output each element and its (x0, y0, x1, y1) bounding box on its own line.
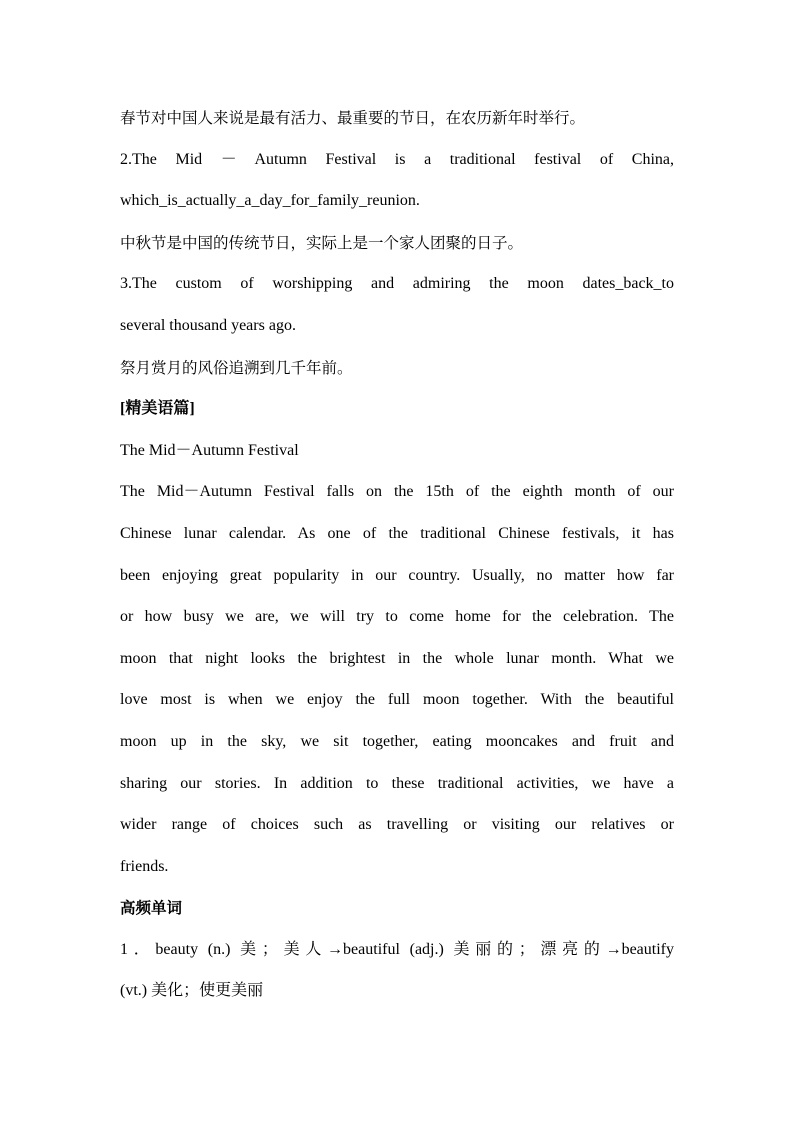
essay-paragraph-line: Chinese lunar calendar. As one of the traditional Chinese festivals, it has (120, 524, 674, 542)
essay-paragraph-line: or how busy we are, we will try to come home for the celebration. The (120, 608, 674, 626)
section-heading-vocabulary: 高频单词 (120, 899, 183, 918)
vocabulary-entry-beauty: 1．beauty (n.) 美；美人→beautiful (adj.) 美丽的；漂亮的→beautify (120, 940, 674, 958)
section-heading-essay: [精美语篇] (120, 400, 195, 418)
document-body (120, 101, 674, 1016)
essay-paragraph-line: moon up in the sky, we sit together, eating mooncakes and fruit and (120, 732, 674, 750)
essay-paragraph-last-line: friends. (120, 857, 169, 875)
essay-paragraph-line: been enjoying great popularity in our country. Usually, no matter how far (120, 566, 674, 584)
essay-title: The Mid－Autumn Festival (120, 441, 299, 459)
essay-paragraph-line: wider range of choices such as travelling or visiting our relatives or (120, 816, 674, 834)
vocabulary-entry-beauty-continued: (vt.) 美化；使更美丽 (120, 982, 264, 1000)
chinese-translation-spring-festival: 春节对中国人来说是最有活力、最重要的节日，在农历新年时举行。 (120, 109, 586, 127)
chinese-translation-mid-autumn: 中秋节是中国的传统节日，实际上是一个家人团聚的日子。 (120, 233, 524, 252)
example-sentence-2-continued: which_is_actually_a_day_for_family_reunion. (120, 192, 420, 210)
example-sentence-3: 3.The custom of worshipping and admiring the moon dates_back_to (120, 275, 674, 293)
essay-paragraph-line: The Mid－Autumn Festival falls on the 15th of the eighth month of our (120, 483, 674, 501)
example-sentence-3-continued: several thousand years ago. (120, 316, 296, 334)
example-sentence-2: 2.The Mid － Autumn Festival is a traditional festival of China, (120, 150, 674, 168)
essay-paragraph-line: moon that night looks the brightest in the whole lunar month. What we (120, 649, 674, 667)
essay-paragraph-line: love most is when we enjoy the full moon together. With the beautiful (120, 691, 674, 709)
essay-paragraph-line: sharing our stories. In addition to these traditional activities, we have a (120, 774, 674, 792)
chinese-translation-moon-custom: 祭月赏月的风俗追溯到几千年前。 (120, 358, 353, 377)
